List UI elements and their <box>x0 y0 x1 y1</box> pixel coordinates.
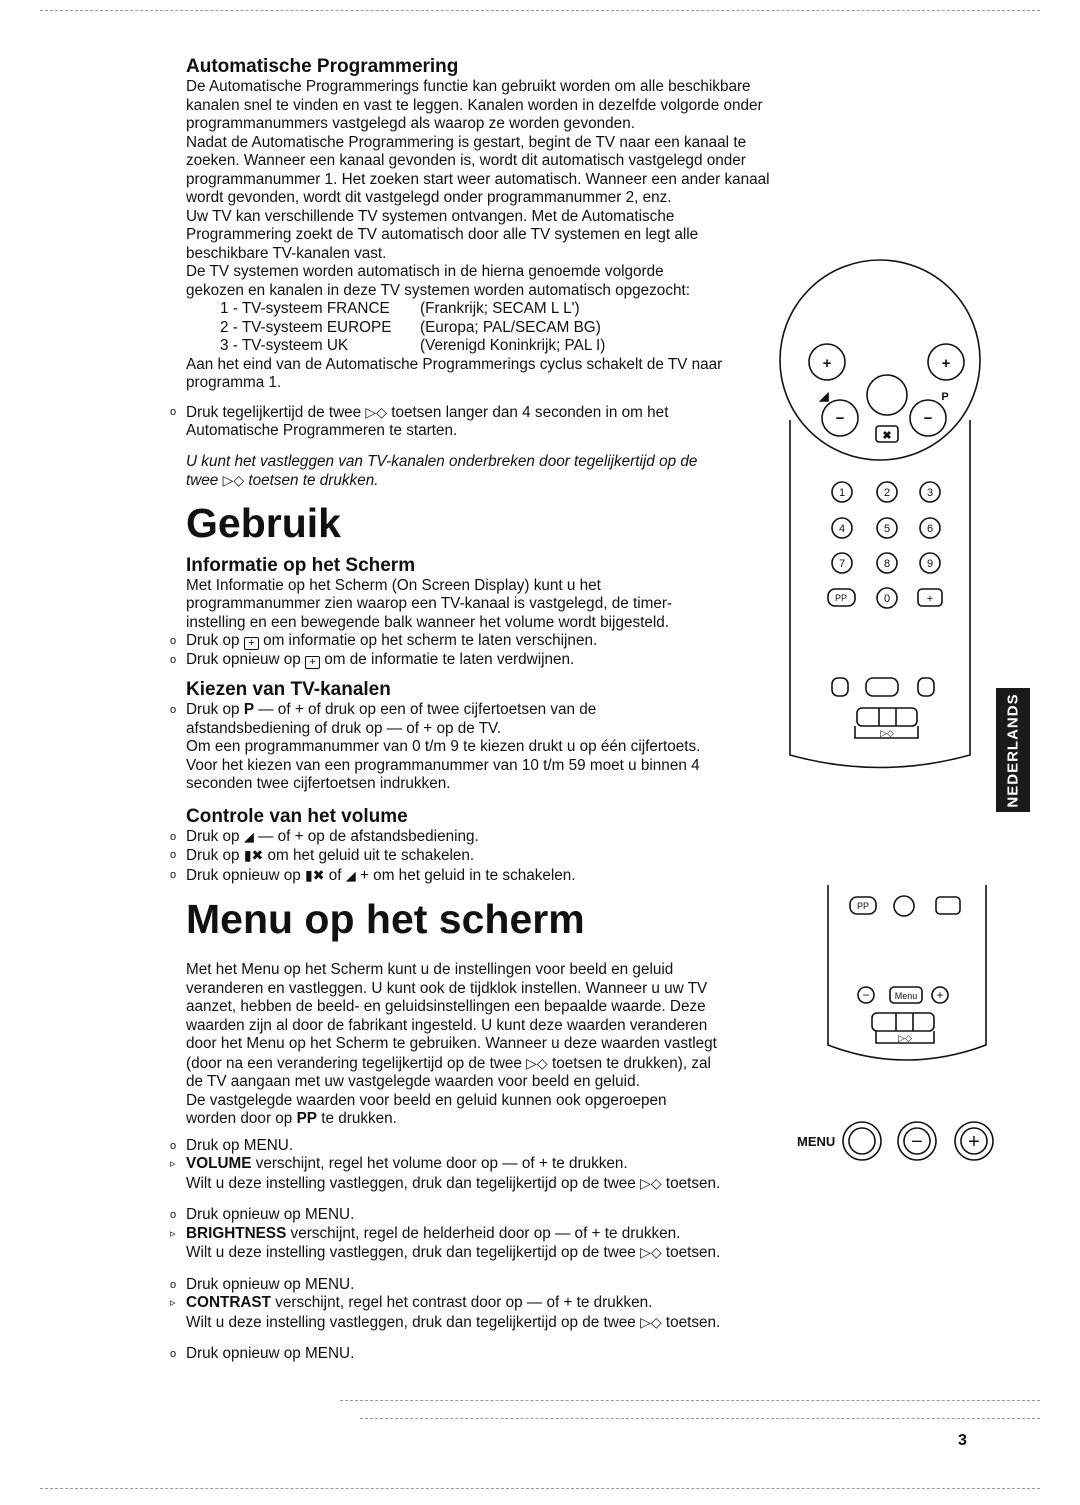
pp-key-label: PP <box>296 1110 317 1127</box>
store-keys-icon: ▷◇ <box>365 403 387 420</box>
bullet-text: Druk op <box>186 827 240 845</box>
main-column <box>170 56 786 1364</box>
bullet-text: — of + of druk op een of twee cijfertoetsen van de <box>258 701 597 718</box>
tv-system-item <box>186 337 786 356</box>
result-volume <box>170 1155 786 1174</box>
line-text: Wilt u deze instelling vastleggen, druk dan tegelijkertijd op de twee <box>186 1244 636 1261</box>
bullet-text: om de informatie te laten verdwijnen. <box>324 650 575 668</box>
result-contrast <box>170 1294 786 1313</box>
store-keys-icon: ▷◇ <box>880 728 894 738</box>
bullet-text: Druk op <box>186 701 240 718</box>
pp-label: PP <box>834 593 848 603</box>
small-key-wide <box>866 678 898 696</box>
text-line: gekozen en kanalen in deze TV systemen worden automatisch opgezocht: <box>186 281 690 299</box>
heading-gebruik: Gebruik <box>186 499 341 546</box>
keyword: CONTRAST <box>186 1294 271 1311</box>
bullet-text: om informatie op het scherm te laten verschijnen. <box>263 632 598 649</box>
section-title-auto-programming: Automatische Programmering <box>186 56 459 77</box>
osd-key-icon: + <box>305 656 320 669</box>
plus-label: + <box>941 355 951 372</box>
minus-label: − <box>835 410 845 427</box>
section-title-osd: Informatie op het Scherm <box>186 554 416 576</box>
bullet-icon: o <box>170 1278 177 1291</box>
keyword: VOLUME <box>186 1155 252 1172</box>
bullet-press-menu <box>170 1136 786 1156</box>
plus-label: + <box>822 355 832 372</box>
mute-icon: ✖ <box>882 430 892 442</box>
text-line: Aan het eind van de Automatische Programmerings cyclus schakelt de TV naar <box>186 355 723 373</box>
text-line: De vastgelegde waarden voor beeld en geluid kunnen ook opgeroepen <box>186 1091 667 1109</box>
bullet-icon: o <box>170 1209 177 1221</box>
bullet-osd-hide <box>170 650 786 670</box>
scan-edge-bottom <box>40 1488 1040 1489</box>
text-line: de TV aangaan met uw vastgelegde waarden voor beeld en geluid. <box>186 1073 640 1090</box>
line-text: Wilt u deze instelling vastleggen, druk dan tegelijkertijd op de twee <box>186 1174 636 1192</box>
bullet-text: + om het geluid in te schakelen. <box>360 866 576 884</box>
bullet-icon: o <box>170 849 177 861</box>
bullet-text: Druk opnieuw op MENU. <box>186 1345 355 1362</box>
bullet-text: Druk op <box>186 847 240 864</box>
remote-control-illustration <box>770 250 990 780</box>
text-line <box>186 1313 786 1333</box>
digit-label: 9 <box>926 558 934 570</box>
tv-system-item <box>186 319 786 338</box>
note-text: twee <box>186 472 219 489</box>
tv-system-name: 1 - TV-systeem FRANCE <box>220 300 390 317</box>
bullet-text: Druk opnieuw op <box>186 866 301 884</box>
result-text: verschijnt, regel het volume door op — of + te drukken. <box>255 1155 628 1172</box>
text-line: programmanummer 1. Het zoeken start weer automatisch. Wanneer een ander kanaal <box>186 170 770 188</box>
arrow-icon: ▹ <box>170 1227 176 1240</box>
line-text: toetsen. <box>665 1174 721 1192</box>
menu-label: Menu <box>894 991 918 1001</box>
tv-system-desc: (Frankrijk; SECAM L L') <box>420 300 580 317</box>
pp-label: PP <box>856 901 870 911</box>
bullet-mute <box>170 846 786 866</box>
digit-label: 2 <box>883 487 891 499</box>
menu-button-inner <box>849 1128 875 1154</box>
italic-note: U kunt het vastleggen van TV-kanalen onderbreken door tegelijkertijd op de <box>186 452 698 470</box>
bullet-text: Druk op MENU. <box>186 1136 294 1154</box>
text-line <box>186 1174 786 1194</box>
bullet-icon: o <box>170 704 177 716</box>
digit-label: 8 <box>883 558 891 570</box>
bullet-icon: o <box>170 653 177 666</box>
bullet-volume-adjust <box>170 827 786 847</box>
tv-system-desc: (Verenigd Koninkrijk; PAL I) <box>420 337 606 354</box>
bullet-icon: o <box>170 635 177 647</box>
digit-label: 5 <box>883 523 891 535</box>
text-line: Uw TV kan verschillende TV systemen ontvangen. Met de Automatische <box>186 207 675 225</box>
text-line: instelling en een bewegende balk wanneer het volume wordt bijgesteld. <box>186 613 670 631</box>
osd-key-icon: + <box>244 637 259 650</box>
bullet-text: Druk opnieuw op <box>186 650 301 668</box>
minus-label: − <box>923 410 933 427</box>
text-line: Met het Menu op het Scherm kunt u de instellingen voor beeld en geluid <box>186 961 674 978</box>
digit-label: 0 <box>883 593 891 605</box>
menu-key-label: MENU <box>797 1134 836 1149</box>
text-line: seconden twee cijfertoetsen indrukken. <box>186 775 451 792</box>
volume-icon: ◢ <box>345 867 356 883</box>
page-number: 3 <box>958 1432 967 1449</box>
scan-edge-lower <box>340 1400 1040 1401</box>
bullet-select-channel <box>170 701 786 720</box>
minus-icon: − <box>911 1131 923 1153</box>
plus-icon: + <box>968 1131 980 1153</box>
line-text: te drukken. <box>321 1110 397 1127</box>
mute-icon: ▮✖ <box>305 866 325 883</box>
bullet-icon: o <box>170 1348 177 1360</box>
store-key-pair <box>872 1013 934 1031</box>
digit-label: 1 <box>838 487 846 499</box>
bullet-text: Druk tegelijkertijd de twee <box>186 403 362 421</box>
tv-system-list <box>186 300 786 356</box>
result-text: verschijnt, regel de helderheid door op — of + te drukken. <box>290 1224 681 1242</box>
result-brightness <box>170 1224 786 1244</box>
bullet-text: of <box>328 866 342 884</box>
tv-system-name: 2 - TV-systeem EUROPE <box>220 318 392 336</box>
bullet-text: om het geluid uit te schakelen. <box>267 847 475 864</box>
text-line <box>186 1243 786 1263</box>
round-button <box>894 896 914 916</box>
language-tab <box>996 688 1030 812</box>
text-line: Voor het kiezen van een programmanummer van 10 t/m 59 moet u binnen 4 <box>186 756 700 774</box>
bullet-osd-show <box>170 632 786 651</box>
bullet-press-menu-again <box>170 1206 786 1225</box>
volume-icon: ◢ <box>819 389 829 403</box>
line-text: toetsen. <box>665 1313 721 1331</box>
text-line: programmanummer zien waarop een TV-kanaal is vastgelegd, de timer- <box>186 595 673 612</box>
bullet-text: Druk opnieuw op MENU. <box>186 1206 355 1223</box>
tv-system-item <box>186 300 786 319</box>
line-text: Wilt u deze instelling vastleggen, druk dan tegelijkertijd op de twee <box>186 1313 636 1331</box>
osd-icon: + <box>926 593 934 605</box>
digit-label: 3 <box>926 487 934 499</box>
text-line: waarden zijn al door de fabrikant ingesteld. U kunt deze waarden veranderen <box>186 1016 708 1034</box>
store-keys-icon: ▷◇ <box>640 1174 662 1191</box>
plus-label: + <box>936 988 944 1002</box>
heading-menu: Menu op het scherm <box>186 896 585 942</box>
p-key-label: P <box>243 701 255 718</box>
remote-menu-illustration <box>820 885 992 1075</box>
tv-system-name: 3 - TV-systeem UK <box>220 337 349 354</box>
arrow-icon: ▹ <box>170 1158 176 1170</box>
mute-icon: ▮✖ <box>243 847 264 863</box>
text-line: wordt gevonden, wordt dit vastgelegd onder programmanummer 2, enz. <box>186 189 672 206</box>
bullet-start-auto-programming <box>170 403 786 423</box>
auto-programming-text <box>186 78 786 300</box>
text-line: veranderen en vastleggen. U kunt ook de tijdklok instellen. Wanneer u uw TV <box>186 979 708 997</box>
language-tab-label: NEDERLANDS <box>1004 692 1022 808</box>
small-key-right <box>918 678 934 696</box>
text-line: Met Informatie op het Scherm (On Screen Display) kunt u het <box>186 576 601 594</box>
digit-label: 7 <box>838 558 846 570</box>
text-line: Programmering zoekt de TV automatisch door alle TV systemen en legt alle <box>186 226 699 243</box>
line-text: (door na een verandering tegelijkertijd op de twee <box>186 1054 522 1072</box>
text-line: aanzet, hebben de beeld- en geluidsinstellingen een bepaalde waarde. Deze <box>186 998 706 1015</box>
line-text: toetsen te drukken), zal <box>551 1054 711 1072</box>
tv-system-desc: (Europa; PAL/SECAM BG) <box>420 318 601 336</box>
text-line: kanalen snel te vinden en vast te leggen. Kanalen worden in dezelfde volgorde onder <box>186 96 763 114</box>
line-text: toetsen. <box>665 1244 721 1261</box>
rect-button <box>936 897 960 914</box>
store-keys-icon: ▷◇ <box>640 1244 662 1260</box>
store-keys-icon: ▷◇ <box>222 472 245 488</box>
text-line: programmanummers vastgelegd als waarop ze worden gevonden. <box>186 115 635 132</box>
digit-label: 6 <box>926 523 934 535</box>
bullet-icon: o <box>170 1139 177 1152</box>
text-line: zoeken. Wanneer een kanaal gevonden is, wordt dit automatisch vastgelegd onder <box>186 152 746 169</box>
scan-edge-top <box>40 10 1040 11</box>
bullet-text: — of + op de afstandsbediening. <box>258 827 479 845</box>
store-keys-icon: ▷◇ <box>640 1313 662 1330</box>
text-line: Automatische Programmeren te starten. <box>186 422 458 439</box>
store-key-pair <box>857 708 917 726</box>
section-title-volume: Controle van het volume <box>186 805 408 827</box>
keyword: BRIGHTNESS <box>186 1224 287 1242</box>
text-line: programma 1. <box>186 374 282 391</box>
section-title-channels: Kiezen van TV-kanalen <box>186 679 391 700</box>
text-line <box>186 1110 786 1129</box>
small-key-left <box>832 678 848 696</box>
text-line: door het Menu op het Scherm te gebruiken. Wanneer u deze waarden vastlegt <box>186 1035 717 1052</box>
scan-edge-lower-2 <box>360 1418 1040 1419</box>
digit-label: 4 <box>838 523 846 535</box>
line-text: worden door op <box>186 1110 293 1127</box>
italic-note <box>186 471 786 491</box>
bullet-icon: o <box>170 830 177 843</box>
bullet-text: Druk opnieuw op MENU. <box>186 1275 355 1293</box>
text-line: afstandsbediening of druk op — of + op de TV. <box>186 719 502 737</box>
remote-body-outline <box>790 420 970 768</box>
text-line: beschikbare TV-kanalen vast. <box>186 244 387 262</box>
bullet-icon: o <box>170 868 177 881</box>
minus-label: − <box>862 988 870 1002</box>
menu-buttons-row <box>840 1120 1000 1166</box>
store-keys-icon: ▷◇ <box>898 1033 912 1043</box>
bullet-unmute <box>170 866 786 886</box>
note-text: toetsen te drukken. <box>248 472 379 489</box>
text-line: De Automatische Programmerings functie kan gebruikt worden om alle beschikbare <box>186 78 751 95</box>
arrow-icon: ▹ <box>170 1297 176 1309</box>
bullet-text: toetsen langer dan 4 seconden in om het <box>391 403 669 421</box>
text-line: De TV systemen worden automatisch in de hierna genoemde volgorde <box>186 263 664 280</box>
bullet-icon: o <box>170 405 177 418</box>
text-line: Nadat de Automatische Programmering is gestart, begint de TV naar een kanaal te <box>186 133 747 151</box>
volume-icon: ◢ <box>243 828 254 844</box>
result-text: verschijnt, regel het contrast door op — of + te drukken. <box>275 1294 653 1311</box>
store-keys-icon: ▷◇ <box>526 1054 548 1071</box>
p-label: P <box>941 391 949 403</box>
text-line <box>186 1054 786 1074</box>
bullet-text: Druk op <box>186 632 240 649</box>
bullet-press-menu-again <box>170 1275 786 1295</box>
text-line: Om een programmanummer van 0 t/m 9 te kiezen drukt u op één cijfertoets. <box>186 738 701 755</box>
bullet-press-menu-again <box>170 1345 786 1364</box>
